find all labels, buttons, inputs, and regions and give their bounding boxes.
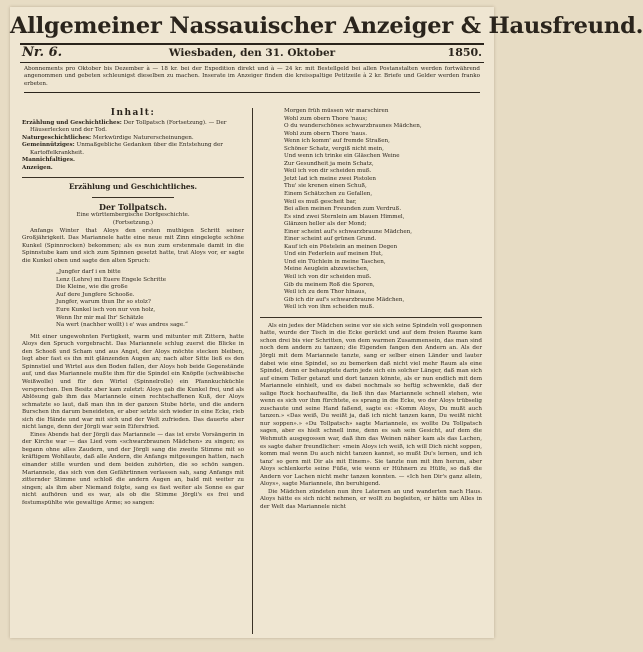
right-column <box>260 108 482 634</box>
verse-line: Glänzen heller als der Mond; <box>284 221 367 228</box>
newspaper-page <box>10 7 643 638</box>
story-intro <box>22 228 244 266</box>
toc-item-label: Naturgeschichtliches: <box>22 134 92 141</box>
toc-item <box>22 165 244 173</box>
stanza <box>284 244 482 282</box>
verse-line: Es sind zwei Sternlein am blauen Himmel, <box>284 213 405 220</box>
paragraph: Als ein jedes der Mädchen seine vor sie sich seine Spindeln voll gesponnen hatte, wurde der Tisch in die Ecke gerückt und auf dem freien Raume kam schon drei bis vier Schritten, von dem warmen Zusammensein, das man sind noch dem andern zu tanzen; die Eigenden fangen den Andern an. Als der Jörgli mit dem Mariannele tanzte, sang er selber einen Länder und lauter dabei wie eine Spindel, so zu bemerken daß nicht viel mehr Raum als eine Spindel, denn er behauptete darin jede sich ein solcher Länger, daß man sich auf einem Teller getanzt und dort tanzen könnte, als er nun endlich mit dem Mariannele einhielt, und es dabei nochmals so heftig schwenkte, daß der salige Rock hochaufwallte, da ließ ihn das Mariannele schnell stehen, wie wenn es sich vor ihm fürchtete, es sprang in die Ecke, wo der Aloys trübselig zuschaute und seine Hand faßend, sagte es: «Komm Aloys, Du mußt auch tanzen.» «Das weiß, Du weißt ja, daß ich nicht tanzen kann, Du weißt nicht nur soppen».» «Du Tollpatsch» sagte Mariannele, es wollte Du Tollpatsch sagen, aber es hielt schnell inne, denn es sah sein Gesicht, auf dem die Wehmuth ausgegossen war, daß ihm das Weinen näher kam als das Lachen, es sagte daher freundlicher: «mein Aloys ich weiß, ich will Dich nicht soppen, komm mal wenn Du auch nicht tanzen kannst, so mußt Du's lernen, und ich tanz' so gern mit Dir als mit Einem». Sie tanzte nun mit ihm herum, aber Aloys schlenkerte seine Füße, wie wenn er Hühnern zu Hülfe, so daß die Andern vor Lachen nicht mehr tanzen konnten. — «Ich hen Dir's ganz allein, Aloys», sagte Mariannele, ihn beruhigend. <box>260 322 482 488</box>
verse-line: Wenn ich komm' auf fremde Straßen, <box>284 138 390 145</box>
verse-line: Und wenn ich trinke ein Gläschen Weine <box>284 153 400 160</box>
toc-item-text: Merkwürdige Naturerscheinungen. <box>91 134 194 141</box>
inhalt-title: Inhalt: <box>110 108 156 118</box>
verse-line: Wohl zum obern Thore 'naus. <box>284 130 368 137</box>
issue-year: 1850. <box>447 46 482 59</box>
verse-line: Und ein Tüchlein in meine Taschen, <box>284 258 386 265</box>
column-divider <box>252 108 253 634</box>
verse-line: Einem Schätzchen zu Gefallen, <box>284 191 373 198</box>
verse-line: Morgen früh müssen wir marschiren <box>284 108 389 114</box>
verse-line: Thu' sie krenen einen Schuß, <box>284 183 367 190</box>
table-of-contents <box>22 120 244 173</box>
paragraph: Mit einer ungewohnten Fertigkeit, warm und mitunter mit Zittern, hatte Aloys den Spruch vorgebracht. Das Mariannele schlug zuerst die Blicke in den Schooß und Scham und aus Angst, der Aloys möchte stecken bleiben, legt aber fast es ihn mit glänzenden Augen an; nach alter Sitte ließ es den Spinnstiel und Wirtel aus den Boden fallen, der Aloys hob beide Gegenstände auf, und das Mariannele mußte ihm für die Spindel ein Knöpfle (schwäbische Weißwolle) und für den Wirtel (Spinnelrolle) ein Pfannkuchküchle versprechen. Den Besitz aber kam zuletzt: Aloys gab die Kunkel frei, und als Ablösung gab ihm das Mariannele einen rechtschaffenen Kuß, der Aloys schmatzte so laut, daß man ihn in der ganzen Stube hörte, und die andern Burschen ihn darum beneideten, er aber setzte sich wieder in eine Ecke, rieb sich die Hände und war mit sich und der Welt zufrieden. Das dauerte aber nicht lange, denn der Jörgli war sein Eifersfried. <box>22 333 244 431</box>
verse-line: Meine Aeuglein abzuwischen, <box>284 266 369 273</box>
verse-line: Lenz (Lehre) mi Euere Engele Schritte <box>56 276 167 283</box>
verse-line: Zur Gesundheit ja mein Schatz, <box>284 160 374 167</box>
verse-line: Wohl zum obern Thore 'naus; <box>284 115 368 122</box>
toc-item-label: Anzeigen. <box>22 164 53 171</box>
toc-item-label: Gemeinnütziges: <box>22 142 75 149</box>
subscription-notice: Abonnements pro Oktober bis Dezember à — 18 kr. bei der Expedition direkt und à — 24 kr. mit Bestellgeld bei allen Postanstalten werden fortwährend angenommen und gebeten schleunigst dieselben zu machen. Inserate im Anzeiger finden die kreisspaltige Petitzeile à 2 kr. Briefe und Gelder werden franko erbeten. <box>24 66 480 93</box>
verse-line: Weil ich von ihm scheiden muß. <box>284 304 375 311</box>
verse-line: Einer scheint auf's schwarzbraune Mädchen, <box>284 228 413 235</box>
verse-line: Weil ich von dir scheiden muß. <box>284 168 372 175</box>
issue-number: Nr. 6. <box>22 45 63 60</box>
verse-line: Die Kleine, wie die große <box>56 284 128 291</box>
section-rule <box>22 177 244 178</box>
verse-line: Kauf ich ein Pöstelein an meinen Degen <box>284 243 398 250</box>
toc-item <box>22 142 244 157</box>
stanza <box>284 138 482 176</box>
paragraph: Eines Abends hat der Jörgli das Mariannele — das ist erste Vorsängerin in der Kirche war — das Lied vom «schwarzbraunen Mädchen» zu singen; es begann ohne alles Zaudern, und der Jörgli sang die zweite Stimme mit so kräftigem Wohllaute, daß alle Andern, die Anfangs mitgesungen hatten, nach einander stille wurden und dem beiden zuhörten, die so schön sangen. Mariannele, das sich von den Gefährtinnen verlassen sah, sang Anfangs mit zitternder Stimme und schloß die andern Augen an, bald mit weiter zu singen; als ihm aber Niemand folgte, sang es fast weiter als Sonne es gar nicht aufhören und es war, als ob die Stimme Jörgli's es frei und festumspühlte wie gewaltige Arme; so sangen: <box>22 431 244 506</box>
column-rule <box>260 317 482 318</box>
story-continuation: (Fortsetzung.) <box>112 220 154 227</box>
toc-item <box>22 120 244 135</box>
toc-item-text: Unmaßgebliche Gedanken über die Entstehung der Kartoffelkrankheit. <box>30 142 223 156</box>
stanza <box>284 214 482 244</box>
verse-line: O du wunderschönes schwarzbraunes Mädchen, <box>284 123 422 130</box>
story-title: Der Tollpatsch. <box>99 201 167 212</box>
verse-line: „Jungfer darf i en bitte <box>56 269 121 276</box>
short-rule <box>92 197 174 198</box>
verse-line: Schöner Schatz, vergiß nicht mein, <box>284 145 384 152</box>
issue-date: Wiesbaden, den 31. Oktober <box>168 47 336 59</box>
verse-line: Gib du meinem Roß die Sporen, <box>284 281 375 288</box>
verse-line: Jetzt lad ich meine zwei Pistolen <box>284 175 377 182</box>
verse-line: Und ein Federlein auf meinen Hut, <box>284 251 383 258</box>
stanza <box>284 108 482 138</box>
stanza <box>284 282 482 312</box>
spinning-verse <box>56 269 244 329</box>
toc-item-label: Erzählung und Geschichtliches: <box>22 119 122 126</box>
toc-item-text: Der Tollpatsch (Fortsetzung). — Der Häuserlecken und der Tod. <box>30 119 227 134</box>
verse-line: Weil ich zu dem Thor hinaus, <box>284 289 367 296</box>
verse-line: Gib ich dir auf's schwarzbraune Mädchen, <box>284 296 405 303</box>
issue-bar <box>20 43 484 63</box>
verse-line: Weil es muß gescheit bar, <box>284 198 357 205</box>
paragraph: Anfangs Winter that Aloys den ersten muthigen Schritt seiner Großjährigkeit. Das Mariannele hatte eine neue mit Zinn eingelegte schöne Kunkel (Spinnrocken) bekommen; als es nun zum erstenmale damit in die Spinnstube kam und sich zum Spinnen gesetzt hatte, trat Aloys vor, er sagte die Kunkel oben und sagte den alten Spruch: <box>22 227 244 264</box>
verse-line: Auf dere Jungfere Schooße. <box>56 291 135 298</box>
toc-item-label: Mannichfaltiges. <box>22 157 75 164</box>
section-title: Erzählung und Geschichtliches. <box>68 182 198 192</box>
story-body-left <box>22 334 244 508</box>
verse-line: Einer scheint auf grünen Grund. <box>284 236 377 243</box>
song-verses <box>284 108 482 312</box>
verse-line: Jungfer, warum thun Ihr so stolz? <box>56 299 151 306</box>
verse-line: Bei allen meinen Freunden zum Verdruß. <box>284 206 402 213</box>
paragraph: Die Mädchen zündeten nun ihre Laternen an und wanderten nach Haus. Aloys hätte es sich nicht nehmen, er wollt zu begleiten, er hätte um Alles in der Welt das Mariannele nicht <box>260 488 482 510</box>
verse-line: Weil ich von dir scheiden muß. <box>284 274 372 281</box>
stanza <box>284 176 482 214</box>
masthead-title: Allgemeiner Nassauischer Anzeiger & Hausfreund. <box>10 13 643 39</box>
story-body-right <box>260 323 482 512</box>
columns <box>20 108 484 634</box>
left-column <box>22 108 244 634</box>
verse-line: Eure Kunkel isch von nur von holz, <box>56 307 156 314</box>
story-subtitle: Eine württembergische Dorfgeschichte. <box>76 212 190 219</box>
verse-line: Wenn Ihr mir mal Ihr' Schätzle <box>56 314 144 321</box>
toc-item <box>22 157 244 165</box>
verse-line: Na wert (nachher wollt) i e' was andres sage.“ <box>56 322 188 329</box>
